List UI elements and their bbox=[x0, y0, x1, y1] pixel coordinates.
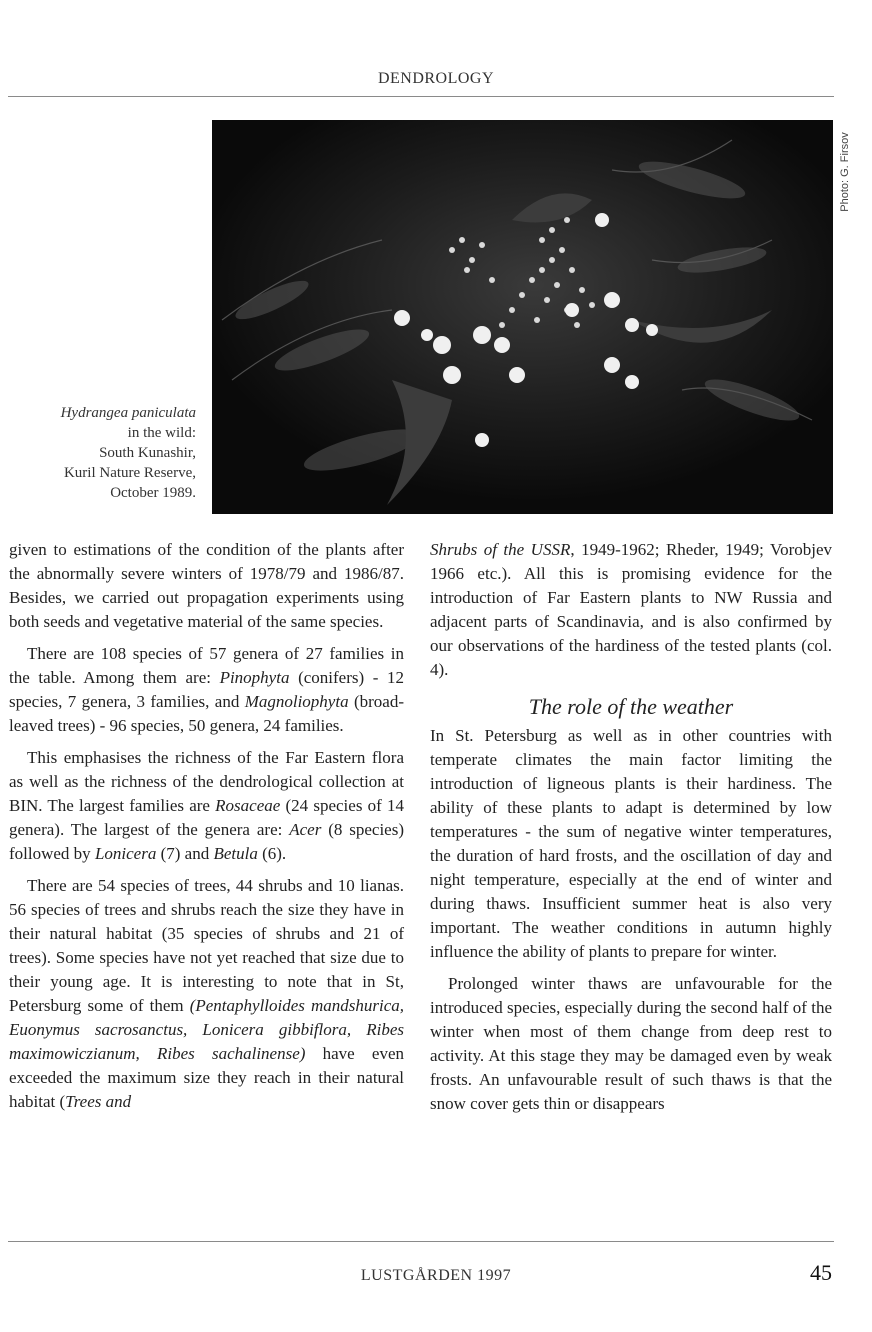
text: (6). bbox=[257, 844, 287, 863]
right-paragraph-2: In St. Petersburg as well as in other countries with temperate climates the main factor limiting the introduction of ligneous plants is their hardiness. The ability of these plants to adapt is determined by low temperatures - the sum of negative winter temperatures, the duration of hard frosts, and the oscillation of day and night temperature, especially at the end of winter and during thaws. Insufficient summer heat is also very important. The weather conditions in autumn highly influence the ability of plants to prepare for winter. bbox=[430, 726, 832, 961]
photo-credit-text: Photo: G. Firsov bbox=[839, 132, 851, 212]
caption-line-5: October 1989. bbox=[110, 485, 196, 501]
caption-line-4: Kuril Nature Reserve, bbox=[63, 465, 196, 481]
left-column bbox=[9, 538, 404, 1122]
taxon-name: Rosaceae bbox=[215, 796, 281, 815]
taxon-name: Lonicera bbox=[94, 844, 157, 863]
left-paragraph-3 bbox=[9, 746, 404, 866]
right-paragraph-1 bbox=[430, 538, 832, 682]
caption-species: Hydrangea paniculata bbox=[60, 405, 196, 421]
text: There are 54 species of trees, 44 shrubs and 10 lianas. 56 species of trees and shrubs reach the size they have in their natural habitat (35 species of shrubs and 21 of trees). Some species have not yet reached that size due to their young age. It is interesting to note that in St, Petersburg some of them bbox=[9, 876, 404, 1015]
text: (7) and bbox=[156, 844, 214, 863]
hydrangea-photo bbox=[212, 120, 833, 514]
figure-caption bbox=[0, 403, 196, 503]
taxon-name: Acer bbox=[289, 820, 322, 839]
taxon-name: Betula bbox=[213, 844, 258, 863]
left-paragraph-4 bbox=[9, 874, 404, 1114]
right-paragraph-3: Prolonged winter thaws are unfavourable for the introduced species, especially during the second half of the winter when most of them change from deep rest to activity. At this stage they may be damaged even by weak frosts. An unfavourable result of such thaws is that the snow cover gets thin or disappears bbox=[430, 974, 832, 1113]
caption-line-2: in the wild: bbox=[127, 425, 196, 441]
taxon-name: Magnoliophyta bbox=[244, 692, 349, 711]
caption-line-3: South Kunashir, bbox=[99, 445, 196, 461]
book-title: Trees and bbox=[65, 1092, 132, 1111]
book-title: Shrubs of the USSR bbox=[430, 540, 571, 559]
text: (8 species) followed by bbox=[9, 820, 404, 863]
taxon-name: Pinophyta bbox=[219, 668, 290, 687]
text: There are 108 species of 57 genera of 27 families in the table. Among them are: bbox=[9, 644, 404, 687]
running-head: DENDROLOGY bbox=[377, 70, 495, 87]
left-paragraph-1: given to estimations of the condition of the plants after the abnormally severe winters of 1978/79 and 1986/87. Besides, we carried out propagation experiments using both seeds and vegetative material of the same species. bbox=[9, 540, 404, 631]
left-paragraph-2 bbox=[9, 642, 404, 738]
page-number: 45 bbox=[810, 1260, 832, 1285]
section-heading: The role of the weather bbox=[528, 694, 734, 719]
text: This emphasises the richness of the Far Eastern flora as well as the richness of the dendrological collection at BIN. The largest families are bbox=[9, 748, 404, 815]
photo-credit bbox=[835, 122, 855, 222]
right-column bbox=[430, 538, 832, 1124]
text: (24 species of 14 genera). The largest of the genera are: bbox=[9, 796, 404, 839]
text: (broad-leaved trees) - 96 species, 50 genera, 24 families. bbox=[9, 692, 404, 735]
text: have even exceeded the maximum size they reach in their natural habitat ( bbox=[9, 1044, 404, 1111]
header-rule bbox=[8, 96, 834, 97]
text: , 1949-1962; Rheder, 1949; Vorobjev 1966 etc.). All this is promising evidence for the introduction of Far Eastern plants to NW Russia and adjacent parts of Scandinavia, and is also confirmed by our observations of the hardiness of the tested plants (col. 4). bbox=[430, 540, 832, 679]
text: (conifers) - 12 species, 7 genera, 3 families, and bbox=[9, 668, 404, 711]
journal-footer: LUSTGÅRDEN 1997 bbox=[360, 1267, 512, 1284]
taxon-list: (Pentaphylloides mandshurica, Euonymus sacrosanctus, Lonicera gibbiflora, Ribes maximowiczianum, Ribes sachalinense) bbox=[9, 996, 405, 1063]
footer-rule bbox=[8, 1241, 834, 1242]
